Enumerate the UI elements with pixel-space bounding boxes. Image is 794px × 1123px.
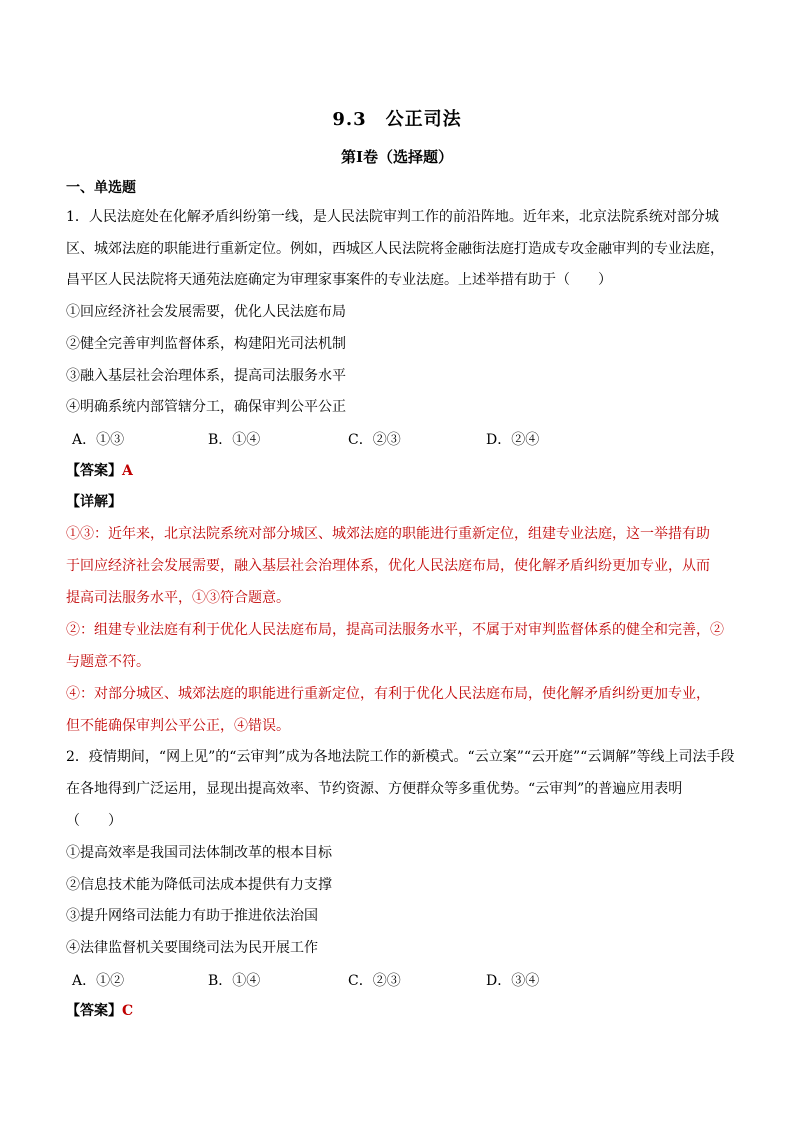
q1-stem-line-3: 昌平区人民法院将天通苑法庭确定为审理家事案件的专业法庭。上述举措有助于（ ） [66,272,612,288]
page-title: 9.3 公正司法 [332,109,462,130]
q1-answer [66,461,736,481]
q1-explanation-line-7: 但不能确保审判公平公正，④错误。 [66,718,290,734]
q1-detail-label: 【详解】 [66,494,122,510]
q1-answer-value: A [122,463,133,479]
q1-choice-d: D．②④ [486,432,540,448]
section-heading: 一、单选题 [66,180,136,196]
q1-option-2: ②健全完善审判监督体系，构建阳光司法机制 [66,336,346,352]
q1-choice-a: A．①③ [72,432,125,448]
q1-option-3: ③融入基层社会治理体系，提高司法服务水平 [66,368,346,384]
q1-choice-b: B．①④ [208,432,261,448]
q1-explanation-line-6: ④：对部分城区、城郊法庭的职能进行重新定位，有利于优化人民法庭布局，使化解矛盾纠纷更加专业， [66,686,710,702]
q2-option-3: ③提升网络司法能力有助于推进依法治国 [66,908,318,924]
q2-option-1: ①提高效率是我国司法体制改革的根本目标 [66,845,332,861]
q1-explanation-line-2: 于回应经济社会发展需要，融入基层社会治理体系，优化人民法庭布局，使化解矛盾纠纷更加专业，从而 [66,558,710,574]
q1-choice-c: C．②③ [348,432,401,448]
q1-explanation-line-5: 与题意不符。 [66,654,150,670]
q2-answer [66,1001,736,1021]
q2-answer-value: C [122,1003,134,1019]
q1-answer-label: 【答案】 [66,463,122,479]
q1-explanation-line-3: 提高司法服务水平，①③符合题意。 [66,590,290,606]
q2-stem-line-3: （ ） [66,813,122,829]
page-subtitle: 第Ⅰ卷（选择题） [340,148,454,166]
q1-explanation-line-4: ②：组建专业法庭有利于优化人民法庭布局，提高司法服务水平，不属于对审判监督体系的健全和完善，② [66,622,724,638]
q2-answer-label: 【答案】 [66,1003,122,1019]
q2-stem-line-1: 2．疫情期间，“网上见”的“云审判”成为各地法院工作的新模式。“云立案”“云开庭”“云调解”等线上司法手段 [66,749,735,765]
q2-choice-a: A．①② [72,973,125,989]
q1-option-1: ①回应经济社会发展需要，优化人民法庭布局 [66,304,346,320]
q2-option-2: ②信息技术能为降低司法成本提供有力支撑 [66,877,332,893]
q2-choice-d: D．③④ [486,973,540,989]
q1-stem-line-2: 区、城郊法庭的职能进行重新定位。例如，西城区人民法院将金融街法庭打造成专攻金融审判的专业法庭， [66,241,724,257]
q2-choice-c: C．②③ [348,973,401,989]
q1-option-4: ④明确系统内部管辖分工，确保审判公平公正 [66,399,346,415]
q1-explanation-line-1: ①③：近年来，北京法院系统对部分城区、城郊法庭的职能进行重新定位，组建专业法庭，这一举措有助 [66,526,710,542]
q2-choices [66,970,736,990]
q1-stem-line-1: 1．人民法庭处在化解矛盾纠纷第一线，是人民法院审判工作的前沿阵地。近年来，北京法院系统对部分城 [66,209,719,225]
q2-choice-b: B．①④ [208,973,261,989]
q2-option-4: ④法律监督机关要围绕司法为民开展工作 [66,940,318,956]
q2-stem-line-2: 在各地得到广泛运用，显现出提高效率、节约资源、方便群众等多重优势。“云审判”的普遍应用表明 [66,781,683,797]
q1-choices [66,429,736,449]
